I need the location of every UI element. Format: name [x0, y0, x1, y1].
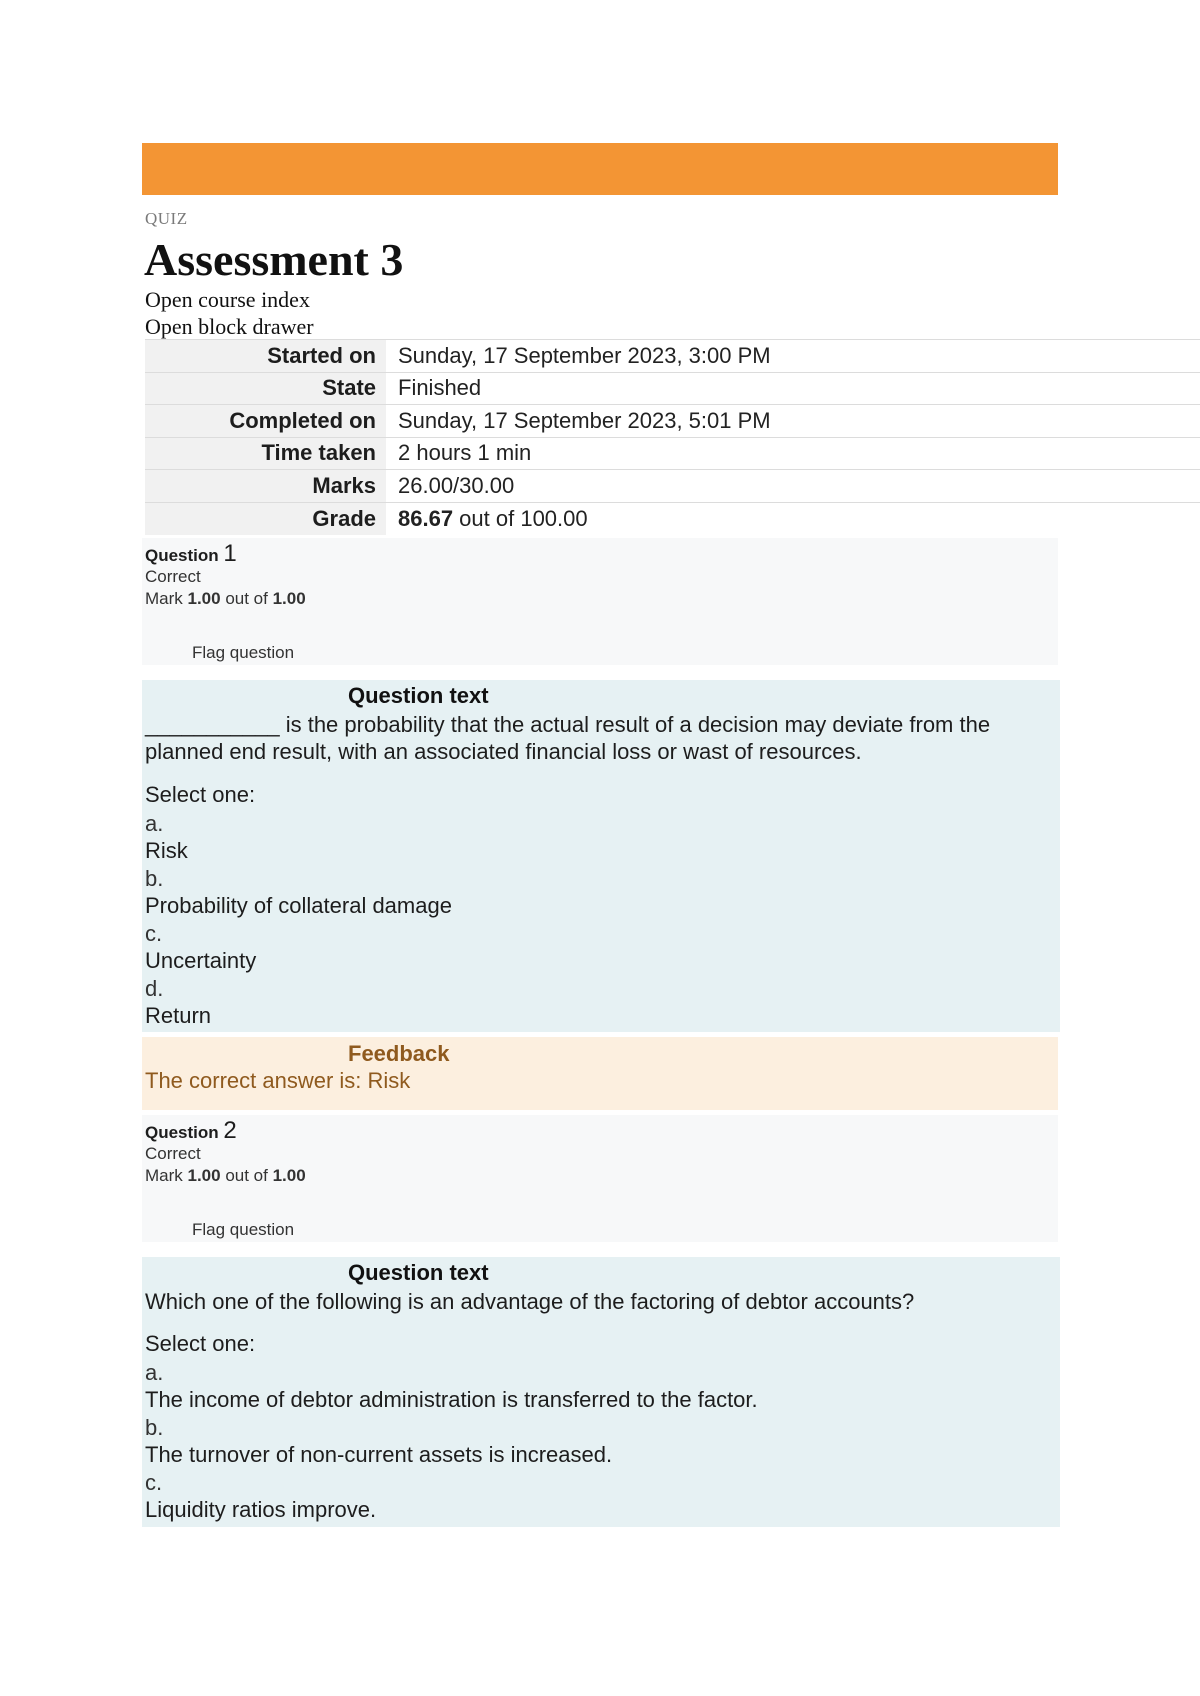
option-c-text[interactable]: Uncertainty [145, 948, 257, 973]
select-one-label: Select one: [145, 1331, 256, 1356]
summary-value: Sunday, 17 September 2023, 3:00 PM [386, 340, 1200, 373]
mark-mid: out of [220, 1166, 273, 1185]
summary-row-state [145, 372, 1200, 405]
option-a-text[interactable]: Risk [145, 838, 188, 863]
option-b-letter: b. [145, 866, 164, 891]
option-d-letter: d. [145, 976, 164, 1001]
correct-answer-text: The correct answer is: Risk [145, 1068, 411, 1093]
option-b-text[interactable]: Probability of collateral damage [145, 893, 452, 918]
summary-row-grade [145, 502, 1200, 535]
option-a-letter: a. [145, 1360, 164, 1385]
mark-value: 1.00 [187, 589, 221, 608]
summary-row-completed [145, 405, 1200, 438]
summary-value: 26.00/30.00 [386, 470, 1200, 503]
summary-label: Marks [145, 470, 386, 503]
summary-row-started [145, 340, 1200, 373]
question-1-info [142, 538, 1058, 665]
mark-prefix: Mark [145, 1166, 188, 1185]
question-label: Question [145, 1123, 224, 1142]
mark-max: 1.00 [272, 589, 306, 608]
select-one-label: Select one: [145, 782, 256, 807]
page-title: Assessment 3 [144, 234, 404, 285]
question-text: Which one of the following is an advantage of the factoring of debtor accounts? [145, 1289, 915, 1314]
question-number [145, 1117, 237, 1145]
question-text-header: Question text [348, 683, 489, 708]
summary-value [386, 502, 1200, 535]
question-number-value: 2 [223, 1117, 237, 1144]
question-state: Correct [145, 1144, 201, 1163]
option-c-text[interactable]: Liquidity ratios improve. [145, 1497, 377, 1522]
summary-label: Time taken [145, 437, 386, 470]
attempt-summary-table [145, 339, 1200, 535]
option-a-text[interactable]: The income of debtor administration is transferred to the factor. [145, 1387, 758, 1412]
option-a-letter: a. [145, 811, 164, 836]
quiz-label: QUIZ [145, 209, 188, 228]
mark-mid: out of [220, 589, 273, 608]
grade-value: 86.67 [398, 505, 454, 531]
mark-value: 1.00 [187, 1166, 221, 1185]
question-mark [145, 589, 306, 609]
question-state: Correct [145, 567, 201, 586]
option-b-letter: b. [145, 1415, 164, 1440]
summary-row-time-taken [145, 437, 1200, 470]
question-1-text-box [142, 680, 1060, 1032]
question-label: Question [145, 546, 224, 565]
option-b-text[interactable]: The turnover of non-current assets is increased. [145, 1442, 613, 1467]
open-block-drawer-link[interactable]: Open block drawer [145, 314, 314, 339]
open-course-index-link[interactable]: Open course index [145, 287, 310, 312]
flag-question-button[interactable]: Flag question [192, 643, 295, 662]
question-text: ___________ is the probability that the actual result of a decision may deviate from the planned end result, with an associated financial loss or wast of resources. [145, 712, 991, 764]
summary-value: Finished [386, 372, 1200, 405]
option-d-text[interactable]: Return [145, 1003, 212, 1028]
summary-label: Started on [145, 340, 386, 373]
question-2-info [142, 1115, 1058, 1242]
summary-value: 2 hours 1 min [386, 437, 1200, 470]
flag-question-button[interactable]: Flag question [192, 1220, 295, 1239]
summary-label: Completed on [145, 405, 386, 438]
header-banner [142, 143, 1058, 195]
summary-label: State [145, 372, 386, 405]
summary-row-marks [145, 470, 1200, 503]
question-number [145, 540, 237, 568]
option-c-letter: c. [145, 921, 163, 946]
mark-prefix: Mark [145, 589, 188, 608]
question-1-feedback [142, 1037, 1058, 1110]
grade-suffix: out of 100.00 [453, 505, 588, 531]
question-text-header: Question text [348, 1260, 489, 1285]
summary-value: Sunday, 17 September 2023, 5:01 PM [386, 405, 1200, 438]
feedback-header: Feedback [348, 1041, 450, 1066]
option-c-letter: c. [145, 1470, 163, 1495]
question-mark [145, 1166, 306, 1186]
question-2-text-box [142, 1257, 1060, 1527]
mark-max: 1.00 [272, 1166, 306, 1185]
question-number-value: 1 [223, 540, 237, 567]
summary-label: Grade [145, 502, 386, 535]
